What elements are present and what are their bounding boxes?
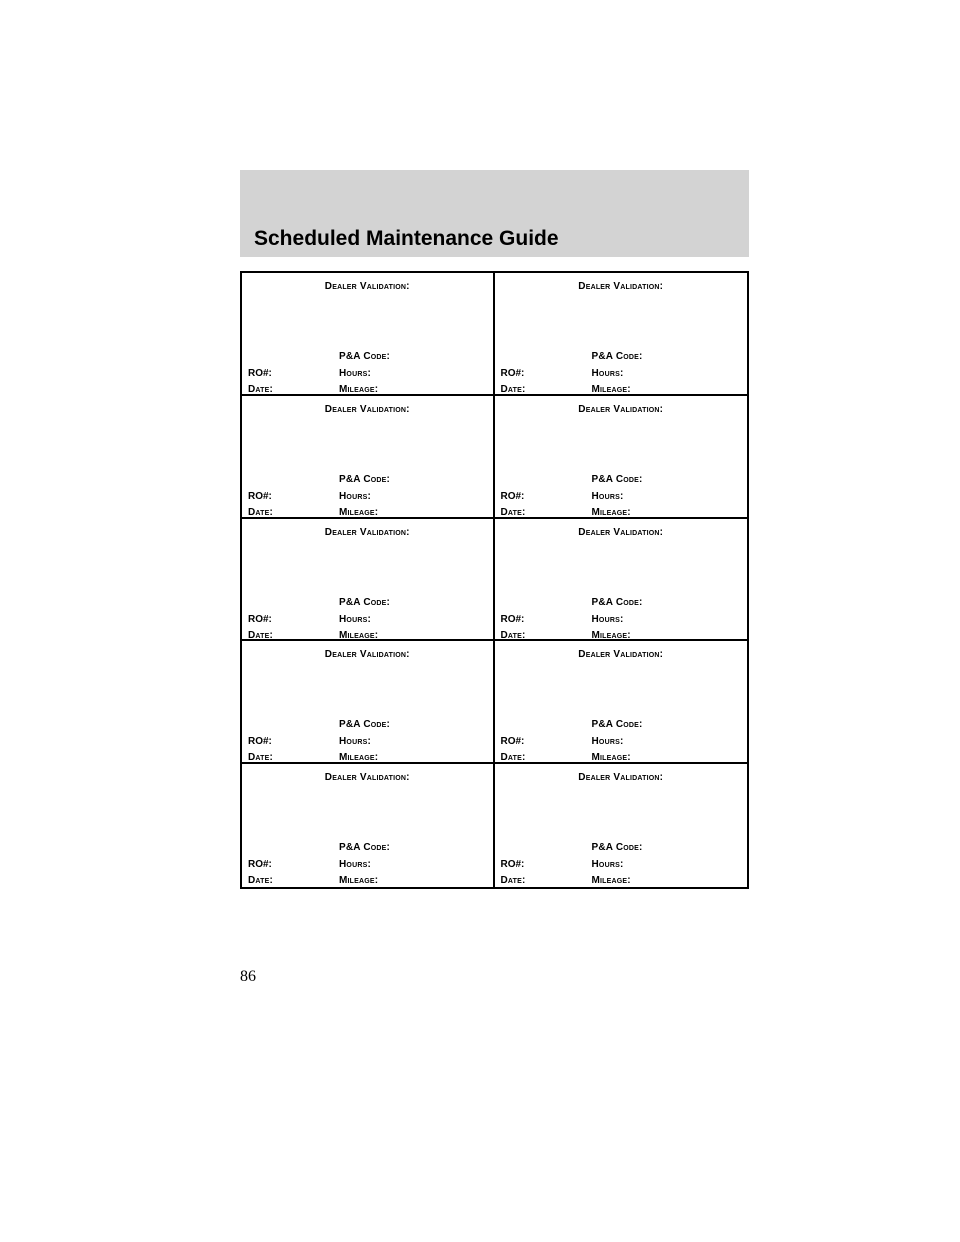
- dealer-validation-label: Dealer Validation:: [324, 649, 410, 661]
- pa-code-label: P&A Code:: [591, 719, 643, 731]
- ro-label: RO#:: [500, 368, 525, 379]
- page-number: 86: [240, 968, 256, 985]
- ro-label: RO#:: [500, 613, 525, 625]
- mileage-label: Mileage:: [591, 629, 631, 641]
- date-label: Date:: [248, 875, 274, 887]
- dealer-validation-label: Dealer Validation:: [324, 526, 410, 538]
- hours-label: Hours:: [339, 490, 371, 502]
- pa-code-label: P&A Code:: [339, 596, 391, 608]
- ro-label: RO#:: [248, 736, 272, 748]
- dealer-validation-label: Dealer Validation:: [578, 772, 664, 784]
- dealer-validation-label: Dealer Validation:: [578, 281, 664, 292]
- pa-code-label: P&A Code:: [339, 719, 391, 731]
- dealer-validation-label: Dealer Validation:: [578, 649, 664, 661]
- hours-label: Hours:: [591, 859, 624, 871]
- pa-code-label: P&A Code:: [591, 596, 643, 608]
- pa-code-label: P&A Code:: [591, 473, 643, 485]
- pa-code-label: P&A Code:: [339, 473, 391, 485]
- hours-label: Hours:: [591, 490, 624, 502]
- hours-label: Hours:: [339, 368, 371, 379]
- date-label: Date:: [500, 384, 526, 395]
- ro-label: RO#:: [248, 368, 272, 379]
- mileage-label: Mileage:: [591, 384, 631, 395]
- validation-box: [242, 641, 495, 764]
- date-label: Date:: [500, 629, 526, 641]
- mileage-label: Mileage:: [591, 875, 631, 887]
- ro-label: RO#:: [500, 859, 525, 871]
- hours-label: Hours:: [339, 613, 371, 625]
- page-title: Scheduled Maintenance Guide: [254, 227, 559, 250]
- validation-box: [242, 764, 495, 887]
- dealer-validation-label: Dealer Validation:: [324, 772, 410, 784]
- section-header-band: [240, 170, 749, 257]
- validation-box: [495, 396, 748, 519]
- date-label: Date:: [500, 506, 526, 518]
- dealer-validation-label: Dealer Validation:: [578, 526, 664, 538]
- hours-label: Hours:: [591, 368, 624, 379]
- hours-label: Hours:: [339, 736, 371, 748]
- mileage-label: Mileage:: [591, 506, 631, 518]
- pa-code-label: P&A Code:: [591, 351, 643, 362]
- validation-box: [242, 396, 495, 519]
- pa-code-label: P&A Code:: [339, 351, 391, 362]
- date-label: Date:: [500, 752, 526, 764]
- dealer-validation-label: Dealer Validation:: [324, 403, 410, 415]
- validation-box: [495, 519, 748, 642]
- date-label: Date:: [248, 629, 274, 641]
- validation-box: [242, 519, 495, 642]
- hours-label: Hours:: [339, 859, 371, 871]
- validation-box: [495, 764, 748, 887]
- pa-code-label: P&A Code:: [339, 842, 391, 854]
- ro-label: RO#:: [248, 859, 272, 871]
- mileage-label: Mileage:: [339, 384, 379, 395]
- mileage-label: Mileage:: [339, 752, 379, 764]
- date-label: Date:: [248, 506, 274, 518]
- date-label: Date:: [248, 752, 274, 764]
- dealer-validation-label: Dealer Validation:: [578, 403, 664, 415]
- dealer-validation-label: Dealer Validation:: [324, 281, 410, 292]
- validation-box: [242, 273, 495, 396]
- mileage-label: Mileage:: [339, 629, 379, 641]
- hours-label: Hours:: [591, 613, 624, 625]
- hours-label: Hours:: [591, 736, 624, 748]
- validation-box: [495, 641, 748, 764]
- ro-label: RO#:: [500, 736, 525, 748]
- pa-code-label: P&A Code:: [591, 842, 643, 854]
- mileage-label: Mileage:: [339, 506, 379, 518]
- ro-label: RO#:: [248, 613, 272, 625]
- date-label: Date:: [500, 875, 526, 887]
- validation-box: [495, 273, 748, 396]
- mileage-label: Mileage:: [339, 875, 379, 887]
- date-label: Date:: [248, 384, 274, 395]
- ro-label: RO#:: [500, 490, 525, 502]
- dealer-validation-log: [240, 271, 749, 889]
- mileage-label: Mileage:: [591, 752, 631, 764]
- ro-label: RO#:: [248, 490, 272, 502]
